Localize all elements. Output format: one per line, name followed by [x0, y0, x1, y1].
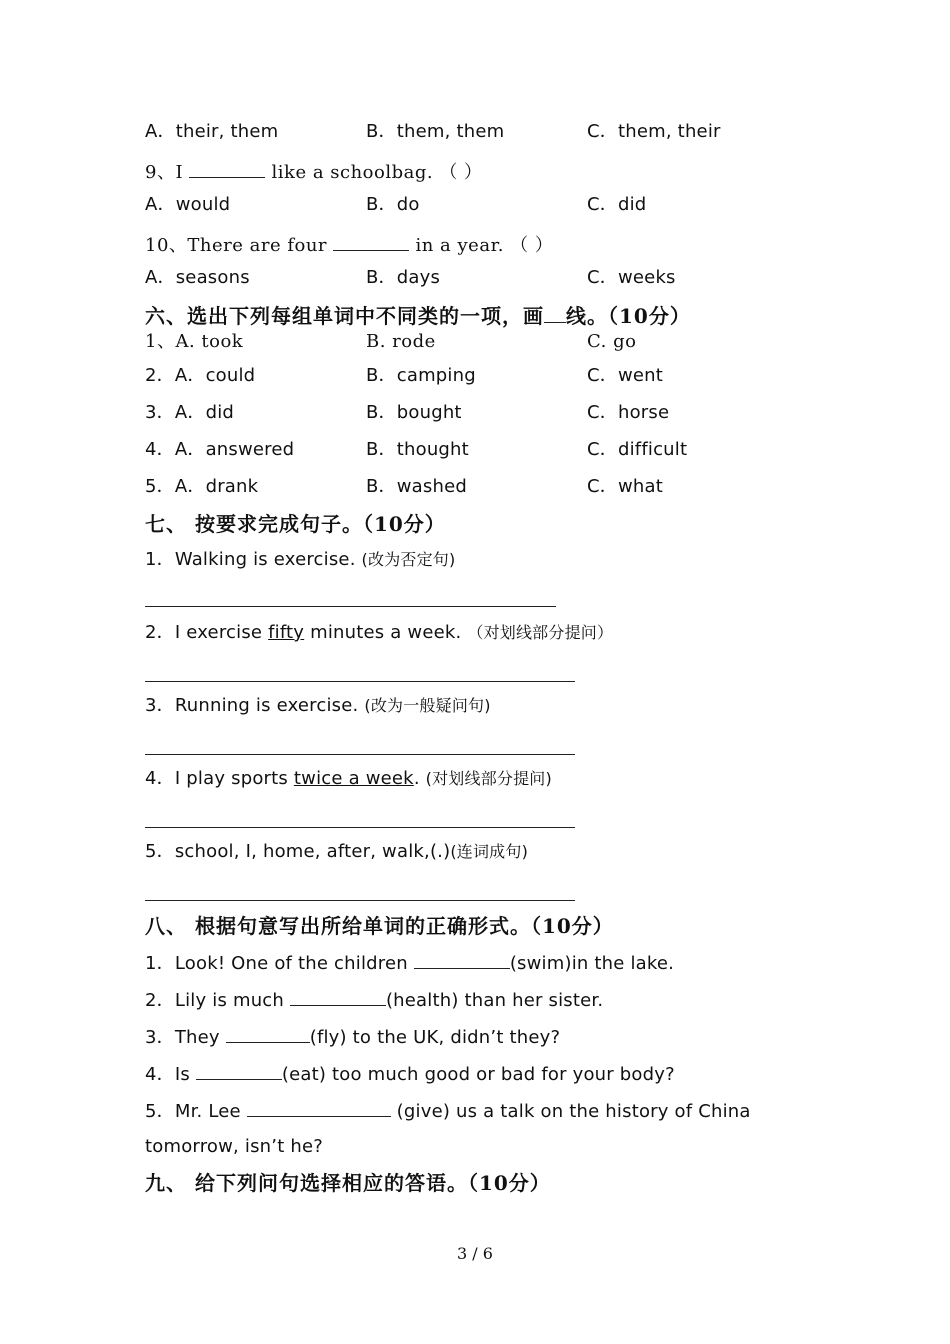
- s7-q5-text: 5．school, I, home, after, walk,(.): [145, 841, 451, 862]
- s7-q4-answer-line[interactable]: [145, 827, 575, 828]
- q9-option-c: C．did: [587, 194, 647, 215]
- s7-q2-answer-line[interactable]: [145, 681, 575, 682]
- s6-q2-a: 2．A．could: [145, 365, 256, 386]
- s8-q2-blank[interactable]: [290, 985, 386, 1006]
- s8-q1-pre: 1．Look! One of the children: [145, 953, 414, 974]
- s7-q5-note: (连词成句): [450, 842, 529, 861]
- s7-q4-post: .: [413, 768, 426, 789]
- s7-q2: [145, 620, 613, 646]
- s7-q1: [145, 547, 455, 573]
- s6-q3-b: B．bought: [366, 402, 462, 423]
- s6-q4-a: 4．A．answered: [145, 439, 295, 460]
- q10-suffix: in a year. （ ）: [409, 235, 554, 256]
- s8-q3-blank[interactable]: [226, 1022, 310, 1043]
- s7-q4-pre: 4．I play sports: [145, 768, 294, 789]
- s6-q2-b: B．camping: [366, 365, 476, 386]
- q9-prefix: 9、I: [145, 162, 190, 183]
- q8-option-a: A．their, them: [145, 121, 279, 142]
- s6-q1-c: C. go: [587, 331, 637, 352]
- s6-q5-c: C．what: [587, 476, 663, 497]
- section9-title: 九、 给下列问句选择相应的答语。（10分）: [145, 1171, 551, 1195]
- s8-q4-pre: 4．Is: [145, 1064, 196, 1085]
- s8-q1-blank[interactable]: [414, 948, 510, 969]
- s6-q5-b: B．washed: [366, 476, 467, 497]
- section6-title-pre: 六、选出下列每组单词中不同类的一项，画: [145, 304, 544, 328]
- q10-option-b: B．days: [366, 267, 441, 288]
- s7-q2-pre: 2．I exercise: [145, 622, 269, 643]
- s8-q1: [145, 948, 674, 974]
- q8-option-c: C．them, their: [587, 121, 721, 142]
- s8-q5: [145, 1096, 751, 1122]
- s8-q4-post: (eat) too much good or bad for your body?: [281, 1064, 675, 1085]
- q9-blank: [189, 157, 265, 178]
- s7-q4-underlined: twice a week: [293, 768, 414, 789]
- q10-option-c: C．weeks: [587, 267, 676, 288]
- q9-option-a: A．would: [145, 194, 231, 215]
- section6-title-post: 线。（10分）: [566, 304, 691, 328]
- q9-option-b: B．do: [366, 194, 420, 215]
- s7-q1-note: (改为否定句): [361, 550, 456, 569]
- s7-q3-answer-line[interactable]: [145, 754, 575, 755]
- s8-q3: [145, 1022, 560, 1048]
- section8-title: 八、 根据句意写出所给单词的正确形式。（10分）: [145, 914, 614, 938]
- s8-q2: [145, 985, 603, 1011]
- page-number: 3 / 6: [457, 1244, 493, 1263]
- s6-q4-c: C．difficult: [587, 439, 688, 460]
- s8-q5-continuation: tomorrow, isn’t he?: [145, 1136, 324, 1157]
- q10-prefix: 10、There are four: [145, 235, 334, 256]
- s6-q3-a: 3．A．did: [145, 402, 235, 423]
- s7-q1-answer-line[interactable]: [145, 606, 556, 607]
- s7-q2-post: minutes a week.: [304, 622, 468, 643]
- s7-q4-note: (对划线部分提问): [425, 769, 552, 788]
- s7-q3: [145, 693, 491, 719]
- q10-blank: [333, 230, 409, 251]
- section6-title: [145, 302, 691, 328]
- s8-q5-blank[interactable]: [247, 1096, 391, 1117]
- s8-q3-post: (fly) to the UK, didn’t they?: [309, 1027, 561, 1048]
- s7-q3-text: 3．Running is exercise.: [145, 695, 365, 716]
- section7-title: 七、 按要求完成句子。（10分）: [145, 512, 446, 536]
- s6-q1-a: 1、A. took: [145, 331, 244, 352]
- s8-q4: [145, 1059, 675, 1085]
- s7-q3-note: (改为一般疑问句): [364, 696, 491, 715]
- s7-q5: [145, 839, 528, 865]
- s8-q4-blank[interactable]: [196, 1059, 282, 1080]
- section6-title-blank: [544, 302, 566, 323]
- q10-stem: [145, 230, 553, 256]
- q8-option-b: B．them, them: [366, 121, 505, 142]
- s6-q3-c: C．horse: [587, 402, 670, 423]
- s7-q4: [145, 766, 552, 792]
- s7-q1-text: 1．Walking is exercise.: [145, 549, 362, 570]
- s8-q3-pre: 3．They: [145, 1027, 226, 1048]
- s8-q5-pre: 5．Mr. Lee: [145, 1101, 247, 1122]
- q10-option-a: A．seasons: [145, 267, 250, 288]
- s8-q1-post: (swim)in the lake.: [509, 953, 675, 974]
- q9-suffix: like a schoolbag. （ ）: [265, 162, 483, 183]
- s6-q2-c: C．went: [587, 365, 664, 386]
- s7-q2-note: （对划线部分提问）: [467, 623, 614, 642]
- s8-q5-post: (give) us a talk on the history of China: [390, 1101, 751, 1122]
- q9-stem: [145, 157, 483, 183]
- s7-q2-underlined: fifty: [268, 622, 305, 643]
- s7-q5-answer-line[interactable]: [145, 900, 575, 901]
- s8-q2-post: (health) than her sister.: [385, 990, 604, 1011]
- s6-q1-b: B. rode: [366, 331, 436, 352]
- s6-q4-b: B．thought: [366, 439, 469, 460]
- s6-q5-a: 5．A．drank: [145, 476, 259, 497]
- s8-q2-pre: 2．Lily is much: [145, 990, 290, 1011]
